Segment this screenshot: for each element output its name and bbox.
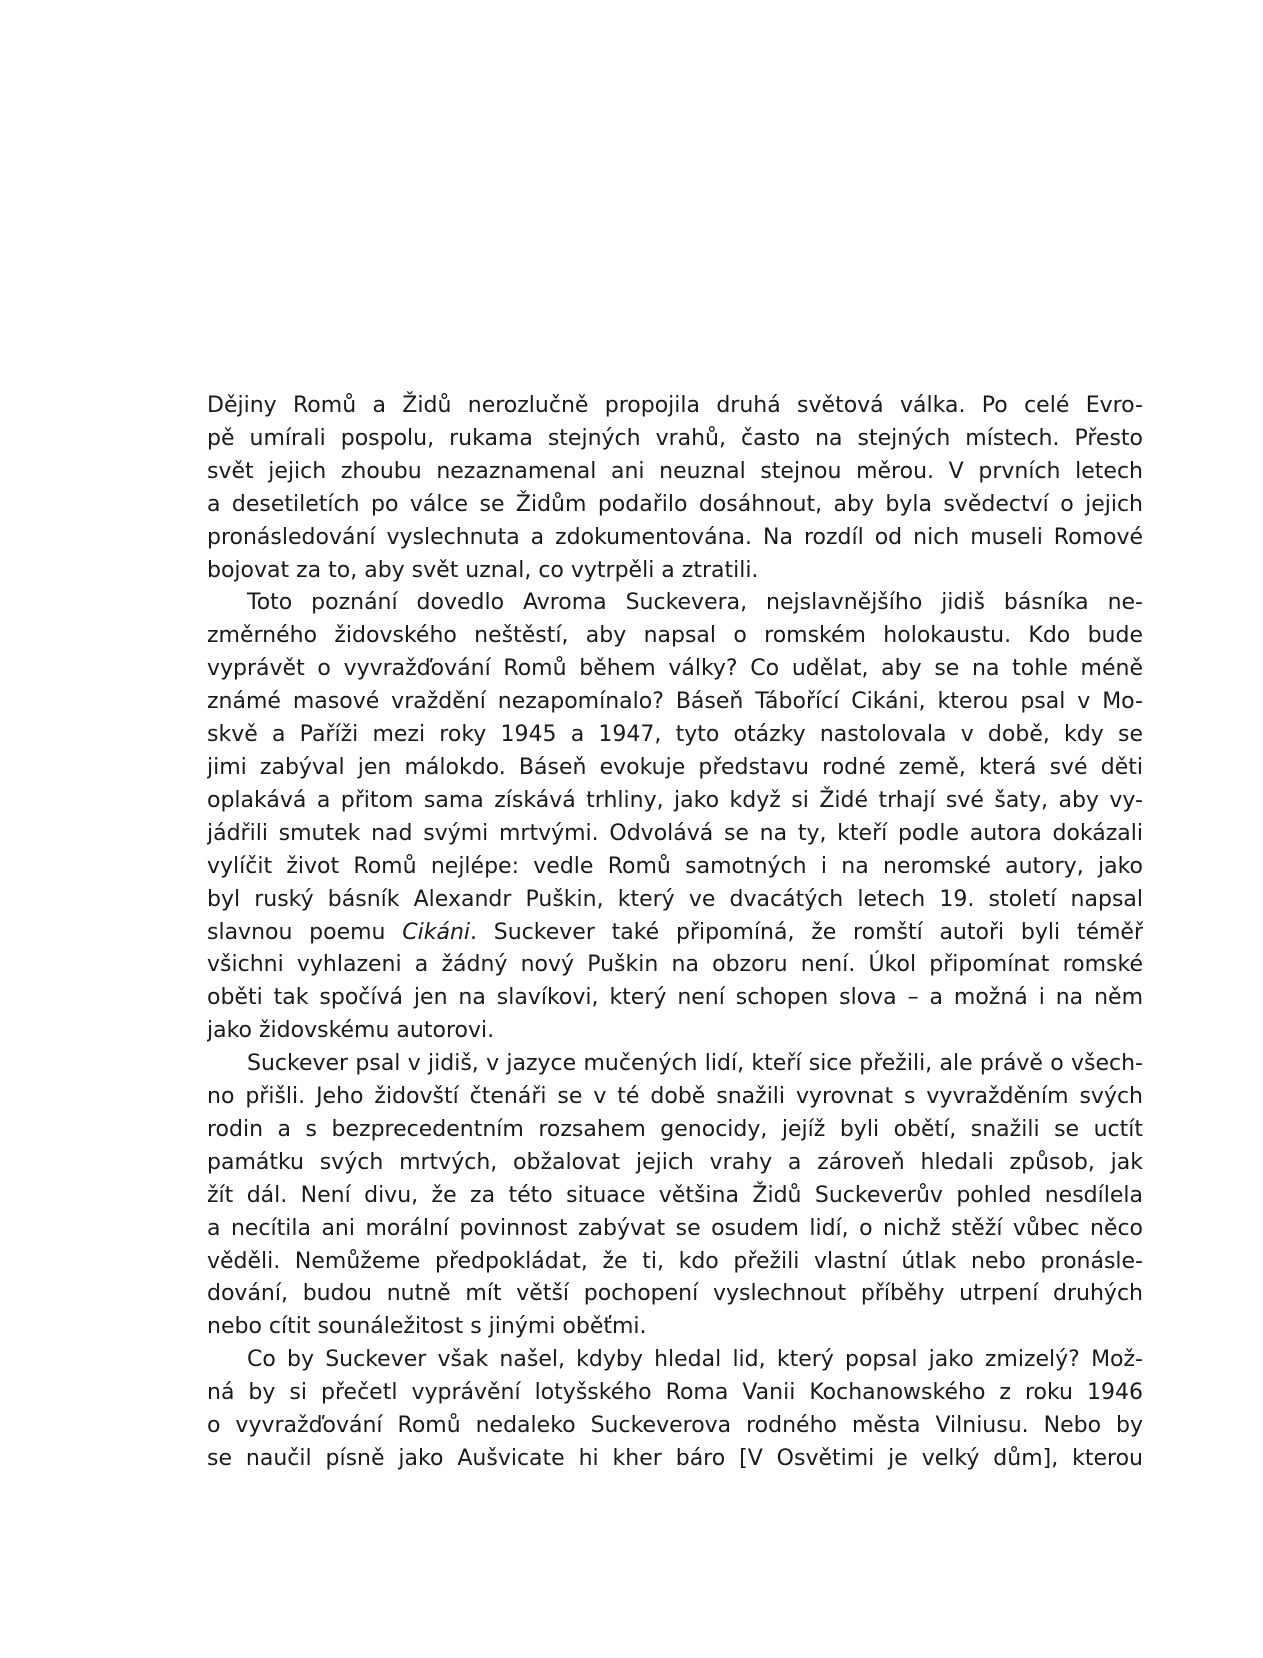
body-text <box>207 390 1143 1476</box>
text-line: změrného židovského neštěstí, aby napsal o romském holokaustu. Kdo bude <box>207 623 1143 649</box>
text-line: oběti tak spočívá jen na slavíkovi, který není schopen slova – a možná i na něm <box>207 985 1143 1011</box>
text-line: Dějiny Romů a Židů nerozlučně propojila druhá světová válka. Po celé Evro- <box>207 393 1143 418</box>
text-line: dování, budou nutně mít větší pochopení vyslechnout příběhy utrpení druhých <box>207 1281 1143 1307</box>
text-line: rodin a s bezprecedentním rozsahem genocidy, jejíž byli obětí, snažili se uctít <box>207 1116 1143 1142</box>
text-line: ná by si přečetl vyprávění lotyšského Roma Vanii Kochanowského z roku 1946 <box>207 1380 1143 1406</box>
text-line: bojovat za to, aby svět uznal, co vytrpěli a ztratili. <box>207 557 759 583</box>
text-line: pě umírali pospolu, rukama stejných vrahů, často na stejných místech. Přesto <box>207 425 1143 451</box>
text-line: se naučil písně jako Aušvicate hi kher báro [V Osvětimi je velký dům], kterou <box>207 1446 1143 1471</box>
text-line: jádřili smutek nad svými mrtvými. Odvolává se na ty, kteří podle autora dokázali <box>207 820 1143 846</box>
text-line: Co by Suckever však našel, kdyby hledal lid, který popsal jako zmizelý? Mož- <box>247 1347 1143 1373</box>
text-line: vylíčit život Romů nejlépe: vedle Romů samotných i na neromské autory, jako <box>207 853 1143 879</box>
text-line: jako židovskému autorovi. <box>207 1018 495 1044</box>
text-line-with-title <box>207 917 1143 950</box>
paragraph-2 <box>207 587 1143 1048</box>
text-line: vyprávět o vyvražďování Romů během války? Co udělat, aby se na tohle méně <box>207 656 1143 682</box>
text-line: no přišli. Jeho židovští čtenáři se v té době snažili vyrovnat s vyvražděním svých <box>207 1084 1143 1110</box>
text-line: skvě a Paříži mezi roky 1945 a 1947, tyto otázky nastolovala v době, kdy se <box>207 722 1143 748</box>
paragraph-3 <box>207 1048 1143 1344</box>
text-segment: slavnou poemu <box>207 919 403 945</box>
text-segment: . Suckever také připomíná, že romští autoři byli téměř <box>470 919 1143 945</box>
text-line: svět jejich zhoubu nezaznamenal ani neuznal stejnou měrou. V prvních letech <box>207 458 1143 484</box>
text-line: známé masové vraždění nezapomínalo? Báseň Tábořící Cikáni, kterou psal v Mo- <box>207 689 1143 715</box>
text-line: věděli. Nemůžeme předpokládat, že ti, kdo přežili vlastní útlak nebo pronásle- <box>207 1248 1143 1274</box>
text-line: Suckever psal v jidiš, v jazyce mučených lidí, kteří sice přežili, ale právě o všech- <box>247 1051 1143 1077</box>
text-line: o vyvražďování Romů nedaleko Suckeverova rodného města Vilniusu. Nebo by <box>207 1413 1143 1439</box>
poem-title: Cikáni <box>402 919 471 945</box>
text-line: nebo cítit sounáležitost s jinými oběťmi. <box>207 1314 647 1340</box>
text-line: a desetiletích po válce se Židům podařilo dosáhnout, aby byla svědectví o jejich <box>207 491 1143 517</box>
paragraph-1 <box>207 390 1143 587</box>
text-line: Toto poznání dovedlo Avroma Suckevera, nejslavnějšího jidiš básníka ne- <box>247 590 1143 616</box>
text-line: všichni vyhlazeni a žádný nový Puškin na obzoru není. Úkol připomínat romské <box>207 952 1143 978</box>
text-line: žít dál. Není divu, že za této situace většina Židů Suckeverův pohled nesdílela <box>207 1182 1143 1208</box>
text-line: oplakává a přitom sama získává trhliny, jako když si Židé trhají své šaty, aby vy- <box>207 787 1143 813</box>
text-line: jimi zabýval jen málokdo. Báseň evokuje představu rodné země, která své děti <box>207 754 1143 780</box>
text-line: pronásledování vyslechnuta a zdokumentována. Na rozdíl od nich museli Romové <box>207 524 1143 550</box>
text-line: památku svých mrtvých, obžalovat jejich vrahy a zároveň hledali způsob, jak <box>207 1149 1143 1175</box>
text-line: byl ruský básník Alexandr Puškin, který ve dvacátých letech 19. století napsal <box>207 886 1143 912</box>
paragraph-4 <box>207 1344 1143 1476</box>
text-line: a necítila ani morální povinnost zabývat se osudem lidí, o nichž stěží vůbec něco <box>207 1215 1143 1241</box>
